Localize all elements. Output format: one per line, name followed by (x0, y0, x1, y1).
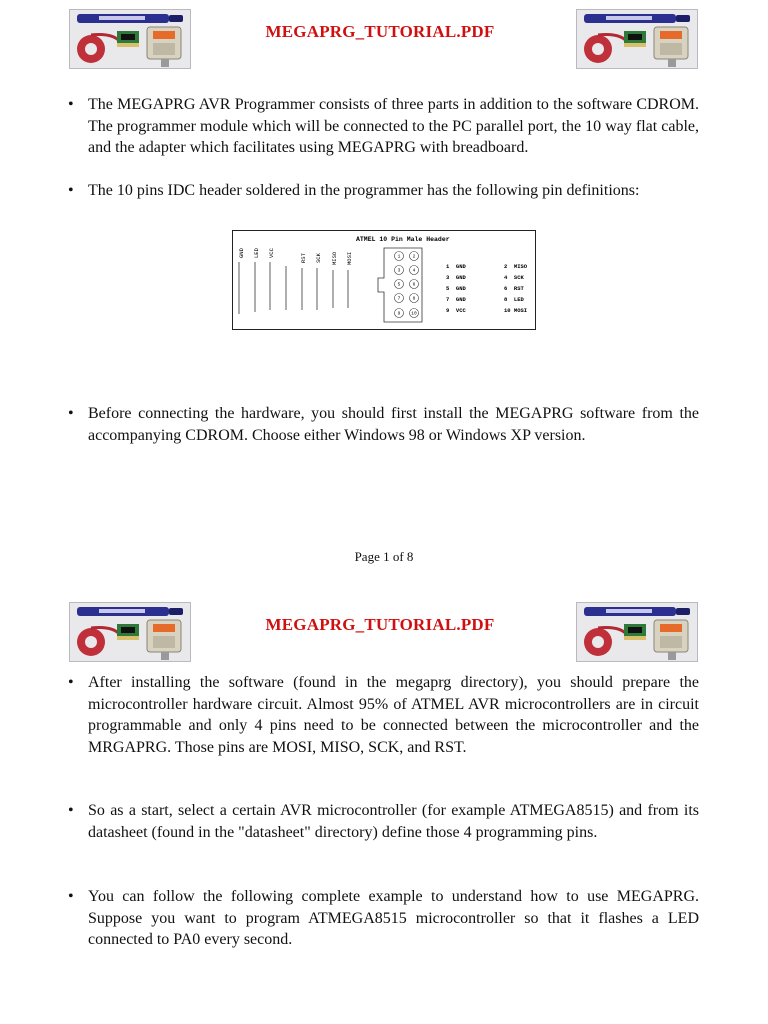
bullet-marker: • (68, 405, 74, 422)
page-number: Page 1 of 8 (354, 549, 414, 564)
wire-label: MISO (331, 251, 338, 265)
pin-table-left: 1 GND (446, 263, 466, 270)
pin-table-right: 4 SCK (504, 274, 524, 281)
paragraph-text: The 10 pins IDC header soldered in the programmer has the following pin definitions: (88, 182, 640, 199)
pin-header-diagram (232, 230, 536, 330)
pin-table-right: 6 RST (504, 285, 524, 292)
paragraph-text: So as a start, select a certain AVR microcontroller (for example ATMEGA8515) and from its datasheet (found in the "datasheet" directory) define those 4 programming pins. (88, 802, 699, 841)
wire-label: RST (300, 253, 307, 263)
pin-number: 7 (397, 296, 401, 302)
pin-table-left: 9 VCC (446, 307, 466, 314)
bullet-paragraph (68, 886, 699, 951)
wire-label: VCC (268, 248, 275, 258)
wire-label: LED (253, 248, 260, 258)
programmer-photo-left (69, 602, 191, 662)
diagram-title: ATMEL 10 Pin Male Header (356, 236, 450, 243)
pin-table-left: 7 GND (446, 296, 466, 303)
programmer-photo-left (69, 9, 191, 69)
paragraph-text: Before connecting the hardware, you should first install the MEGAPRG software from the accompanying CDROM. Choose either Windows 98 or Windows XP version. (88, 405, 699, 444)
bullet-marker: • (68, 802, 74, 819)
wire-label: SCK (315, 253, 322, 263)
paragraph-text: You can follow the following complete example to understand how to use MEGAPRG. Suppose you want to program ATMEGA8515 microcontroller so that it flashes a LED connected to PA0 every second. (88, 888, 699, 948)
bullet-marker: • (68, 182, 74, 199)
page-title: MEGAPRG_TUTORIAL.PDF (265, 22, 495, 41)
bullet-paragraph (68, 800, 699, 843)
programmer-photo-right (576, 602, 698, 662)
pin-table-right: 8 LED (504, 296, 524, 303)
wire-label: MOSI (346, 251, 353, 265)
pin-number: 3 (397, 268, 401, 274)
bullet-marker: • (68, 674, 74, 691)
pin-number: 2 (412, 254, 416, 260)
paragraph-text: After installing the software (found in the megaprg directory), you should prepare the microcontroller hardware circuit. Almost 95% of ATMEL AVR microcontrollers are in circuit programmable and only 4 pins need to be connected between the microcontroller and the MRGAPRG. Those pins are MOSI, MISO, SCK, and RST. (88, 674, 699, 756)
pin-number: 10 (411, 311, 417, 317)
pin-number: 1 (397, 254, 401, 260)
bullet-paragraph (68, 180, 699, 202)
bullet-paragraph (68, 403, 699, 446)
bullet-paragraph (68, 672, 699, 758)
pin-number: 8 (412, 296, 416, 302)
pin-number: 9 (397, 311, 401, 317)
page-title: MEGAPRG_TUTORIAL.PDF (265, 615, 495, 634)
bullet-paragraph (68, 94, 699, 159)
bullet-marker: • (68, 888, 74, 905)
pin-number: 4 (412, 268, 416, 274)
pin-table-right: 2 MISO (504, 263, 528, 270)
pin-table-left: 5 GND (446, 285, 466, 292)
paragraph-text: The MEGAPRG AVR Programmer consists of three parts in addition to the software CDROM. The programmer module which will be connected to the PC parallel port, the 10 way flat cable, and the adapter which facilitates using MEGAPRG with breadboard. (88, 96, 699, 156)
programmer-photo-right (576, 9, 698, 69)
pin-table-right: 10 MOSI (504, 307, 528, 314)
pin-number: 5 (397, 282, 401, 288)
pin-table-left: 3 GND (446, 274, 466, 281)
bullet-marker: • (68, 96, 74, 113)
wire-label: GND (238, 248, 245, 258)
pin-number: 6 (412, 282, 416, 288)
